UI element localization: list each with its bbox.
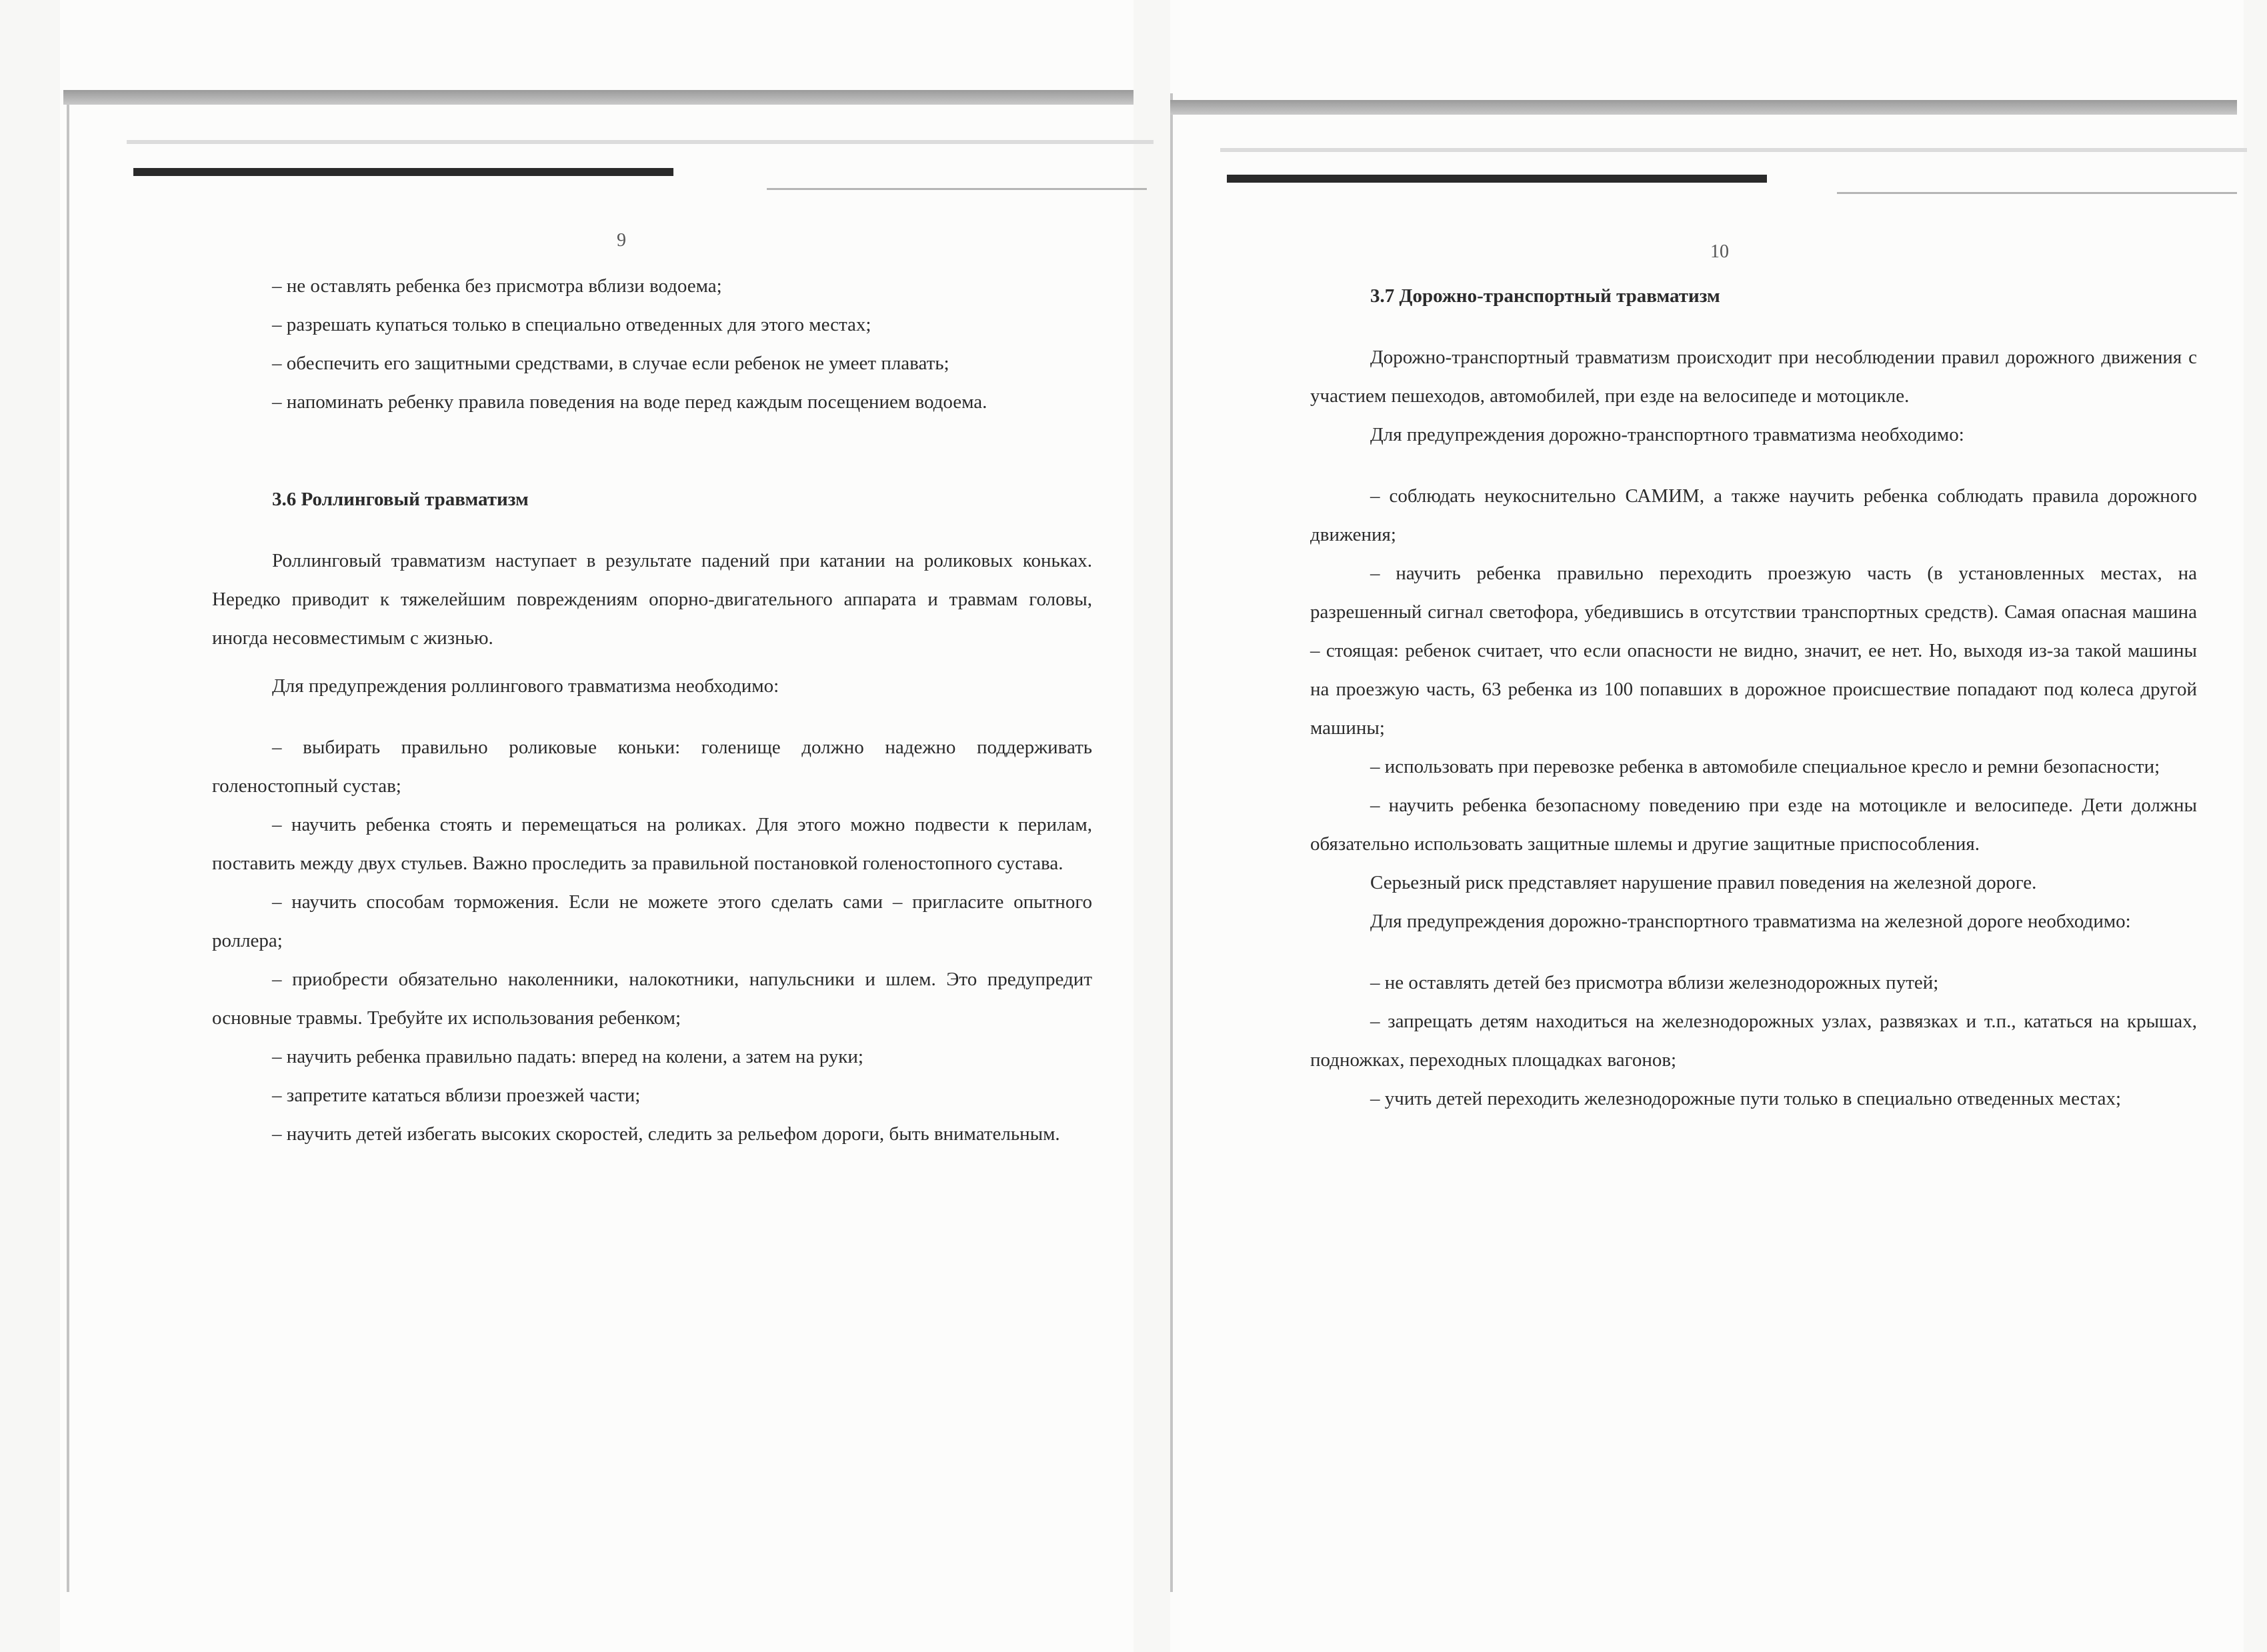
page-top-shadow [63, 90, 1134, 105]
right-page-body [1310, 277, 2197, 1118]
list-item: – напоминать ребенку правила поведения на воде перед каждым посещением водоема. [272, 391, 987, 413]
page-number: 9 [617, 230, 626, 251]
list-item: – научить ребенка правильно падать: вперед на колени, а затем на руки; [272, 1046, 863, 1067]
list-item: – приобрести обязательно наколенники, налокотники, напульсники и шлем. Это предупредит основные травмы. Требуйте их использования ребенком; [212, 969, 1092, 1029]
section-intro: Дорожно-транспортный травматизм происходит при несоблюдении правил дорожного движения с участием пешеходов, автомобилей, при езде на велосипеде и мотоцикле. [1310, 347, 2197, 407]
list-item: – научить ребенка стоять и перемещаться на роликах. Для этого можно подвести к перилам, поставить между двух стульев. Важно проследить за правильной постановкой голеностопного сустава. [212, 814, 1092, 874]
list-item: – не оставлять детей без присмотра вблизи железнодорожных путей; [1370, 972, 1939, 993]
page-top-shadow [1170, 100, 2237, 115]
header-rule-thin [767, 188, 1147, 190]
railway-intro: Для предупреждения дорожно-транспортного травматизма на железной дороге необходимо: [1370, 911, 2131, 932]
section-heading: 3.7 Дорожно-транспортный травматизм [1370, 285, 1720, 307]
list-item: – соблюдать неукоснительно САМИМ, а также научить ребенка соблюдать правила дорожного движения; [1310, 485, 2197, 545]
header-faint-line [127, 140, 1154, 144]
page-edge [67, 93, 69, 1592]
left-page-body [212, 267, 1092, 1153]
list-item: – учить детей переходить железнодорожные пути только в специально отведенных местах; [1370, 1088, 2122, 1109]
section-heading: 3.6 Роллинговый травматизм [272, 489, 529, 510]
list-item: – запрещать детям находиться на железнодорожных узлах, развязках и т.п., кататься на крышах, подножках, переходных площадках вагонов; [1310, 1011, 2197, 1071]
prevention-intro: Для предупреждения роллингового травматизма необходимо: [272, 675, 779, 697]
railway-risk: Серьезный риск представляет нарушение правил поведения на железной дороге. [1370, 872, 2037, 893]
list-item: – научить ребенка безопасному поведению при езде на мотоцикле и велосипеде. Дети должны обязательно использовать защитные шлемы и другие защитные приспособления. [1310, 795, 2197, 855]
list-item: – разрешать купаться только в специально отведенных для этого местах; [272, 314, 871, 335]
left-page [60, 0, 1134, 1652]
header-rule-thick [1227, 175, 1767, 183]
page-edge [1170, 93, 1173, 1592]
header-rule-thick [133, 168, 673, 176]
prevention-intro: Для предупреждения дорожно-транспортного травматизма необходимо: [1370, 424, 1964, 445]
list-item: – использовать при перевозке ребенка в автомобиле специальное кресло и ремни безопасности; [1370, 756, 2160, 777]
list-item: – выбирать правильно роликовые коньки: голенище должно надежно поддерживать голеностопный сустав; [212, 737, 1092, 797]
list-item: – не оставлять ребенка без присмотра вблизи водоема; [272, 275, 722, 297]
header-rule-thin [1837, 192, 2237, 194]
list-item: – научить детей избегать высоких скоростей, следить за рельефом дороги, быть внимательным. [272, 1123, 1060, 1145]
page-number: 10 [1710, 241, 1729, 262]
header-faint-line [1220, 148, 2247, 152]
right-page [1170, 0, 2244, 1652]
list-item: – научить способам торможения. Если не можете этого сделать сами – пригласите опытного роллера; [212, 891, 1092, 951]
list-item: – научить ребенка правильно переходить проезжую часть (в установленных местах, на разрешенный сигнал светофора, убедившись в отсутствии транспортных средств). Самая опасная машина – стоящая: ребенок считает, что если опасности не видно, значит, ее нет. Но, выходя из-за такой машины на проезжую часть, 63 ребенка из 100 попавших в дорожное происшествие попадают под колеса другой машины; [1310, 563, 2197, 739]
list-item: – запретите кататься вблизи проезжей части; [272, 1085, 641, 1106]
section-intro: Роллинговый травматизм наступает в результате падений при катании на роликовых коньках. Нередко приводит к тяжелейшим повреждениям опорно-двигательного аппарата и травмам головы, иногда несовместимым с жизнью. [212, 550, 1092, 649]
list-item: – обеспечить его защитными средствами, в случае если ребенок не умеет плавать; [272, 353, 949, 374]
